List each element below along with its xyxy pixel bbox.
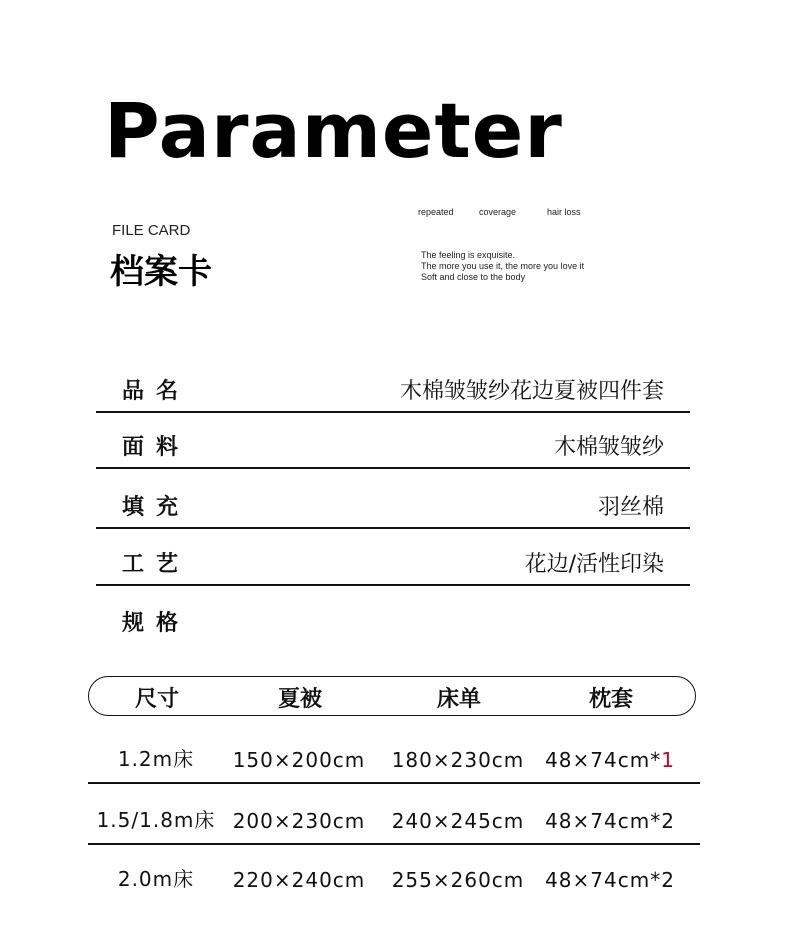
spec-table-row xyxy=(88,791,700,845)
spec-cell-size: 1.2m床 xyxy=(117,747,195,771)
spec-cell-pillowcase-size: 48×74cm* xyxy=(545,868,662,892)
spec-cell-pillowcase xyxy=(545,748,675,772)
tag-coverage: coverage xyxy=(479,207,517,217)
spec-cell-pillowcase xyxy=(545,809,675,833)
spec-table-row xyxy=(88,730,700,784)
spec-header-size: 尺寸 xyxy=(134,687,180,712)
spec-cell-pillowcase-qty: 2 xyxy=(661,809,675,833)
spec-cell-size: 1.5/1.8m床 xyxy=(96,808,216,832)
spec-header-sheet: 床单 xyxy=(436,687,482,712)
spec-table-row xyxy=(88,850,700,902)
spec-cell-pillowcase-size: 48×74cm* xyxy=(545,748,662,772)
param-label: 面料 xyxy=(122,435,191,460)
file-card-label-zh: 档案卡 xyxy=(110,252,212,292)
param-row-filling xyxy=(96,487,690,529)
spec-table-header xyxy=(88,676,696,716)
spec-cell-quilt: 150×200cm xyxy=(232,748,366,772)
spec-cell-sheet: 255×260cm xyxy=(391,868,525,892)
spec-cell-pillowcase-qty: 2 xyxy=(661,868,675,892)
param-row-craft xyxy=(96,544,690,586)
tagline-line: The more you use it, the more you love it xyxy=(421,261,585,271)
param-label: 工艺 xyxy=(122,552,191,577)
file-card-label-en: FILE CARD xyxy=(112,222,191,239)
param-label: 填充 xyxy=(122,495,191,520)
param-label: 品名 xyxy=(122,379,191,404)
spec-cell-pillowcase xyxy=(545,868,675,892)
tagline-line: Soft and close to the body xyxy=(421,272,526,282)
tag-hair-loss: hair loss xyxy=(547,207,581,217)
param-value: 木棉皱皱纱花边夏被四件套 xyxy=(399,379,664,404)
spec-cell-pillowcase-size: 48×74cm* xyxy=(545,809,662,833)
tag-list xyxy=(0,207,790,221)
param-row-product-name xyxy=(96,371,690,413)
spec-header-pillowcase: 枕套 xyxy=(588,687,634,712)
param-row-specification xyxy=(96,603,690,643)
param-label: 规格 xyxy=(122,611,191,636)
param-value: 羽丝棉 xyxy=(597,495,664,520)
tagline xyxy=(421,250,584,283)
spec-cell-quilt: 220×240cm xyxy=(232,868,366,892)
spec-cell-pillowcase-qty-highlight: 1 xyxy=(661,748,675,772)
param-value: 木棉皱皱纱 xyxy=(553,435,664,460)
tag-repeated: repeated xyxy=(418,207,454,217)
spec-cell-size: 2.0m床 xyxy=(117,867,195,891)
param-value: 花边/活性印染 xyxy=(524,552,664,577)
spec-cell-sheet: 180×230cm xyxy=(391,748,525,772)
spec-cell-quilt: 200×230cm xyxy=(232,809,366,833)
spec-header-quilt: 夏被 xyxy=(277,687,323,712)
page-title: Parameter xyxy=(104,86,563,175)
param-row-fabric xyxy=(96,427,690,469)
spec-cell-sheet: 240×245cm xyxy=(391,809,525,833)
tagline-line: The feeling is exquisite. xyxy=(421,250,516,260)
